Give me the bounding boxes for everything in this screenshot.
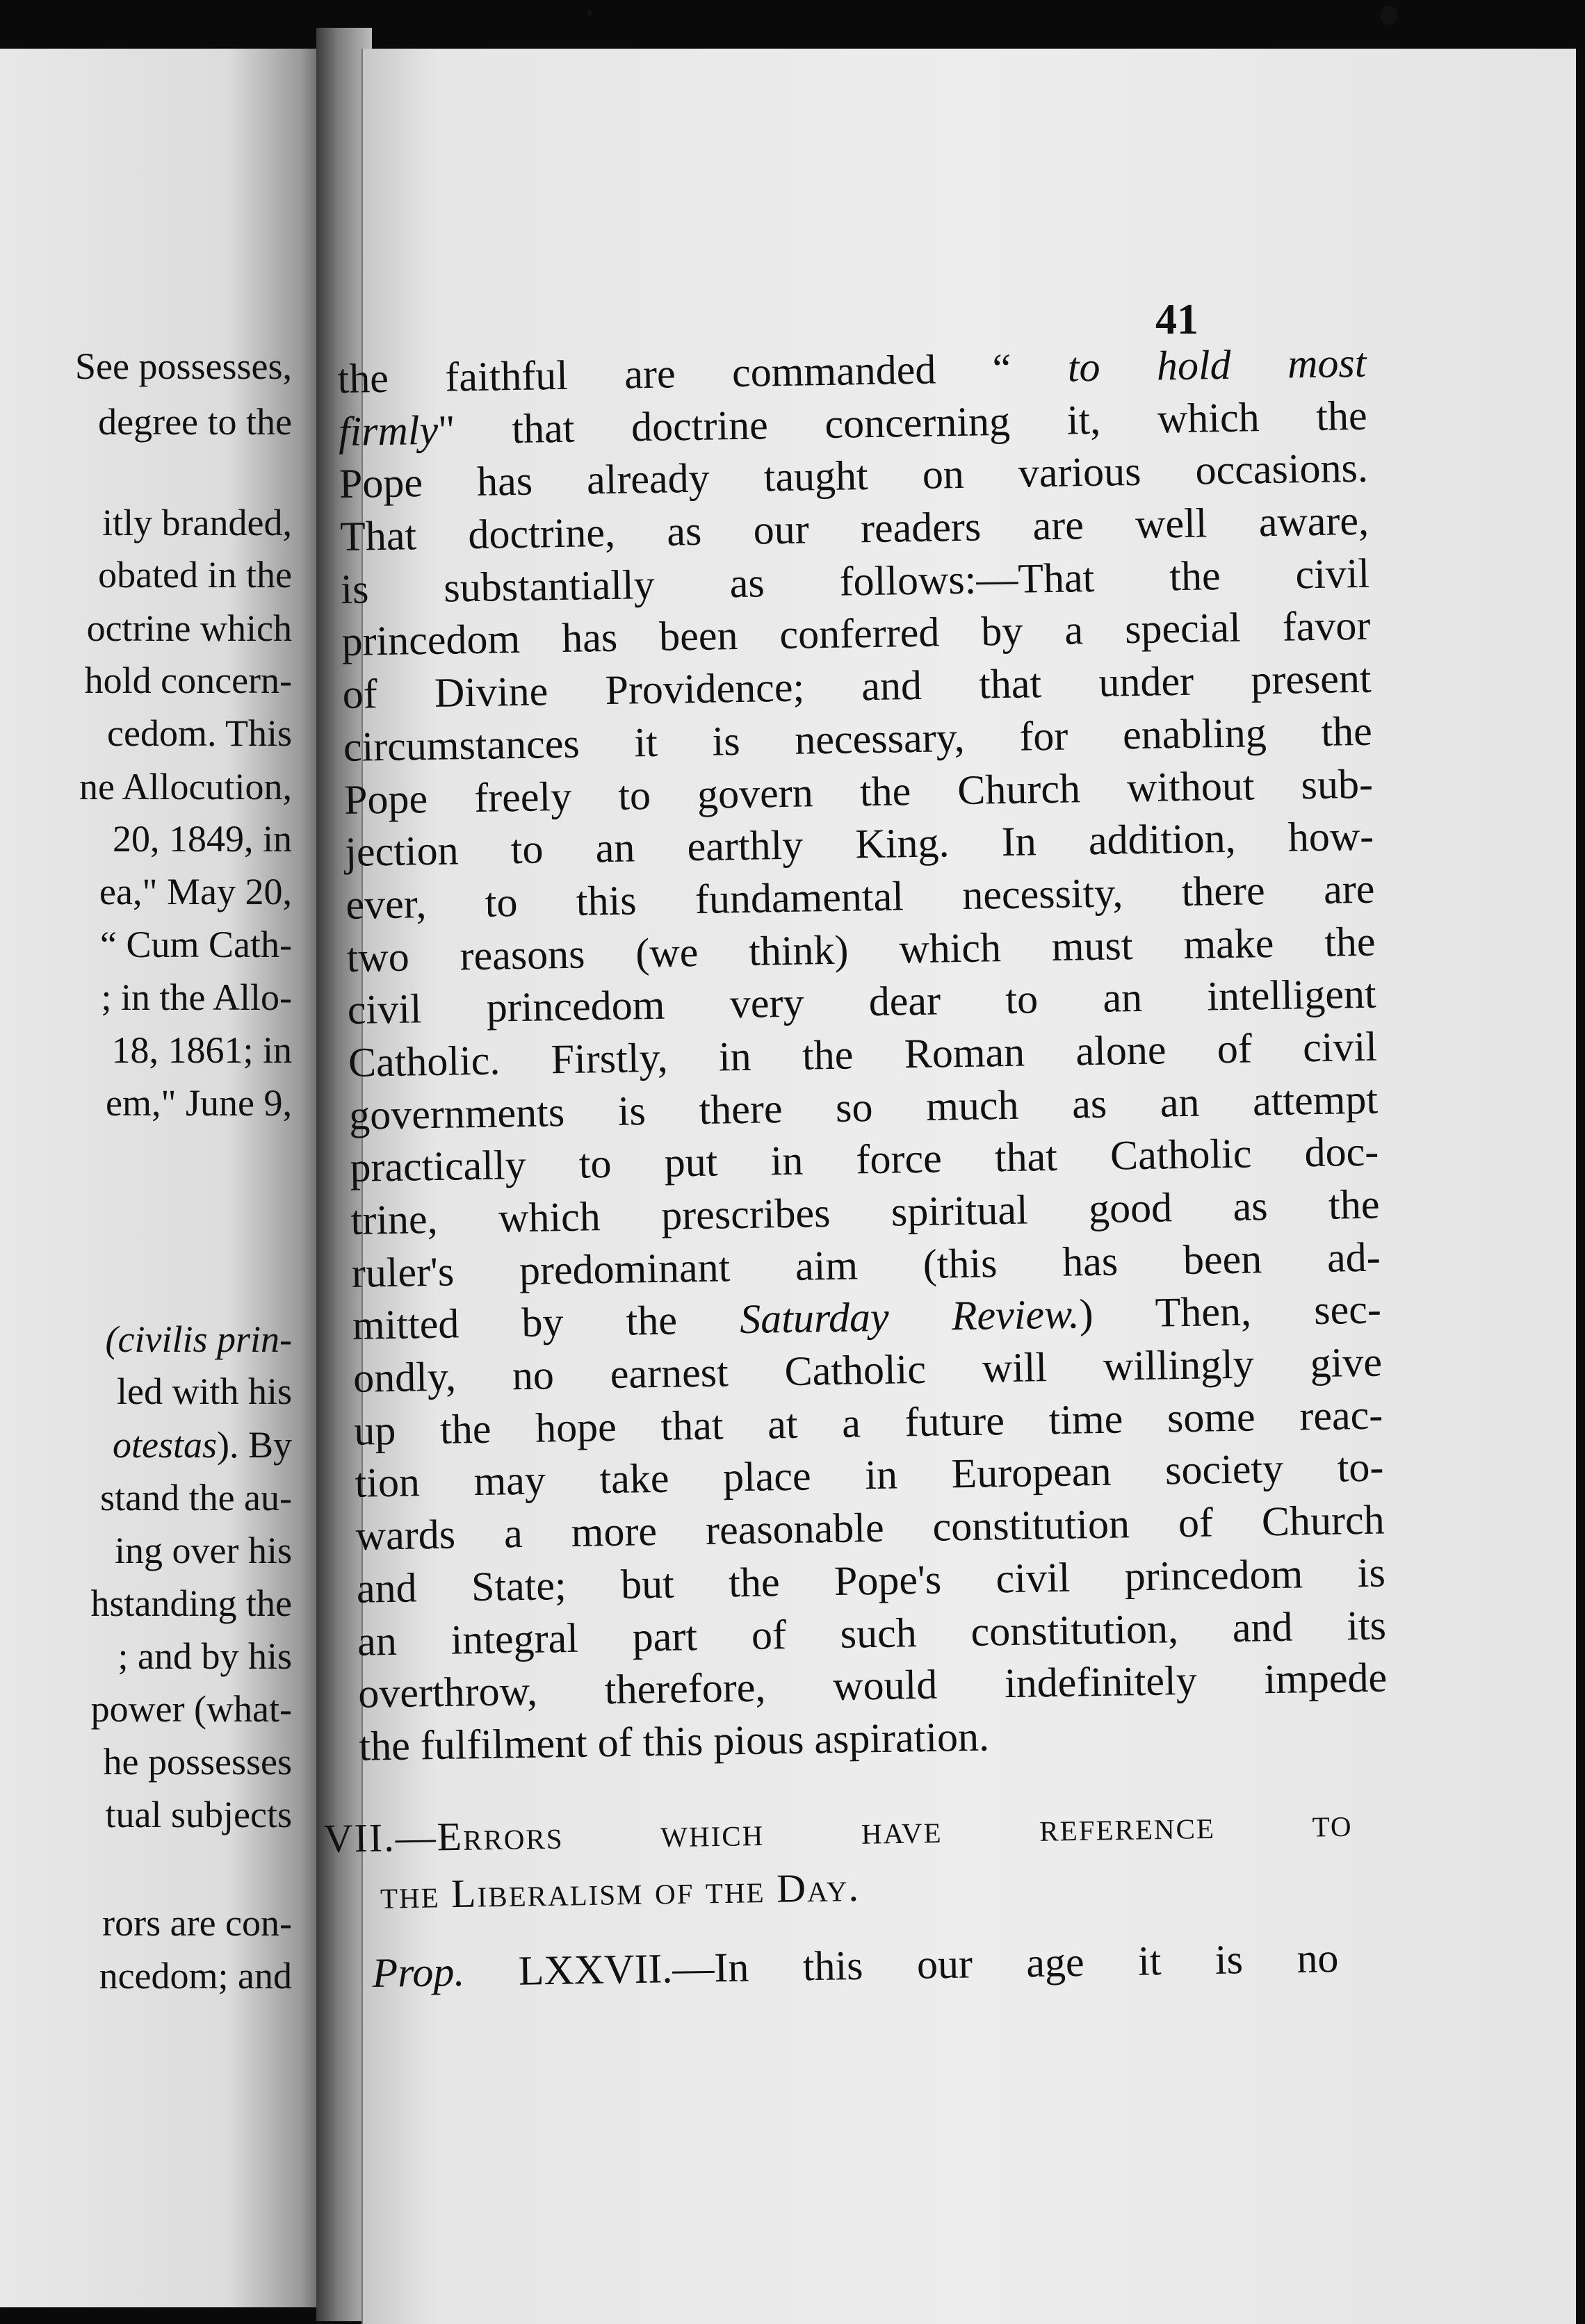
left-line: ne Allocution,	[79, 766, 292, 808]
left-line: ; in the Allo-	[101, 976, 292, 1018]
left-facing-page	[0, 49, 327, 2307]
body-line: jection to an earthly King. In addition, how-	[344, 812, 1374, 876]
prop-label: Prop.	[372, 1948, 465, 1996]
left-line: itly branded,	[102, 502, 292, 543]
left-line: degree to the	[98, 401, 292, 443]
left-line: tual subjects	[105, 1794, 292, 1835]
left-line: See possesses,	[75, 345, 292, 387]
body-line: up the hope that at a future time some reac-	[353, 1391, 1383, 1454]
left-line: octrine which	[86, 607, 292, 649]
left-line: hstanding the	[90, 1582, 292, 1624]
body-line: governments is there so much as an attempt	[348, 1076, 1379, 1138]
left-line: power (what-	[90, 1688, 292, 1730]
scan-speck	[1380, 6, 1398, 25]
body-line: Catholic. Firstly, in the Roman alone of civil	[348, 1023, 1378, 1086]
left-line: led with his	[117, 1370, 292, 1412]
left-line: he possesses	[103, 1741, 292, 1783]
scan-speck	[587, 10, 592, 17]
prop-text: LXXVII.—In this our age it is no	[518, 1935, 1339, 1994]
left-line: 18, 1861; in	[111, 1029, 292, 1071]
italic-phrase: to hold most	[1067, 339, 1367, 391]
section-heading-line: the Liberalism of the Day.	[380, 1864, 861, 1917]
section-heading	[323, 1794, 1354, 1924]
body-line: of Divine Providence; and that under present	[342, 655, 1372, 718]
body-line: ondly, no earnest Catholic will willingly give	[352, 1339, 1383, 1401]
left-line: hold concern-	[84, 660, 292, 701]
left-line: ; and by his	[117, 1635, 292, 1677]
left-line: ea," May 20,	[99, 871, 292, 913]
body-line: overthrow, therefore, would indefinitely impede	[357, 1654, 1388, 1717]
body-line: is substantially as follows:—That the civil	[340, 550, 1370, 612]
body-line: circumstances it is necessary, for enabling the	[343, 707, 1373, 770]
body-line: firmly" that doctrine concerning it, which the	[338, 392, 1368, 455]
left-line: “ Cum Cath-	[100, 924, 292, 965]
left-line: otestas). By	[112, 1424, 292, 1466]
body-line: civil princedom very dear to an intelligent	[347, 970, 1377, 1033]
body-line: That doctrine, as our readers are well aware,	[339, 497, 1369, 560]
body-line: trine, which prescribes spiritual good as the	[350, 1181, 1380, 1243]
body-line: and State; but the Pope's civil princedom is	[356, 1549, 1386, 1612]
italic-phrase: otestas	[112, 1424, 217, 1466]
left-line: cedom. This	[107, 712, 292, 754]
left-line: stand the au-	[100, 1477, 292, 1519]
body-line: wards a more reasonable constitution of Church	[355, 1496, 1385, 1559]
body-line: Pope freely to govern the Church without sub-	[343, 760, 1374, 823]
left-line: obated in the	[98, 554, 292, 596]
section-heading-line: VII.—Errors which have reference to	[323, 1799, 1353, 1861]
page-number: 41	[1155, 296, 1198, 343]
body-line: the faithful are commanded “ to hold most	[337, 339, 1367, 402]
body-line: mitted by the Saturday Review.) Then, sec-	[352, 1286, 1382, 1349]
left-line: ncedom; and	[99, 1955, 292, 1997]
body-line: ever, to this fundamental necessity, there are	[345, 865, 1375, 928]
body-paragraph	[337, 337, 1388, 1774]
left-line: em," June 9,	[106, 1082, 292, 1124]
left-line: (civilis prin-	[105, 1318, 292, 1360]
body-line: an integral part of such constitution, and its	[357, 1602, 1387, 1664]
left-line: ing over his	[115, 1530, 292, 1571]
body-line: practically to put in force that Catholic doc-	[349, 1128, 1379, 1191]
body-line: princedom has been conferred by a special favor	[341, 603, 1371, 665]
body-line: two reasons (we think) which must make the	[346, 918, 1376, 981]
left-line: 20, 1849, in	[112, 818, 292, 860]
body-line: ruler's predominant aim (this has been ad-	[351, 1234, 1381, 1296]
italic-phrase: firmly	[338, 407, 439, 455]
body-line: tion may take place in European society to-	[355, 1443, 1384, 1507]
body-line: Pope has already taught on various occasions.	[339, 445, 1369, 507]
body-line: the fulfilment of this pious aspiration.	[358, 1713, 990, 1769]
left-line: rors are con-	[102, 1902, 292, 1944]
italic-phrase: Saturday Review.	[739, 1291, 1080, 1343]
